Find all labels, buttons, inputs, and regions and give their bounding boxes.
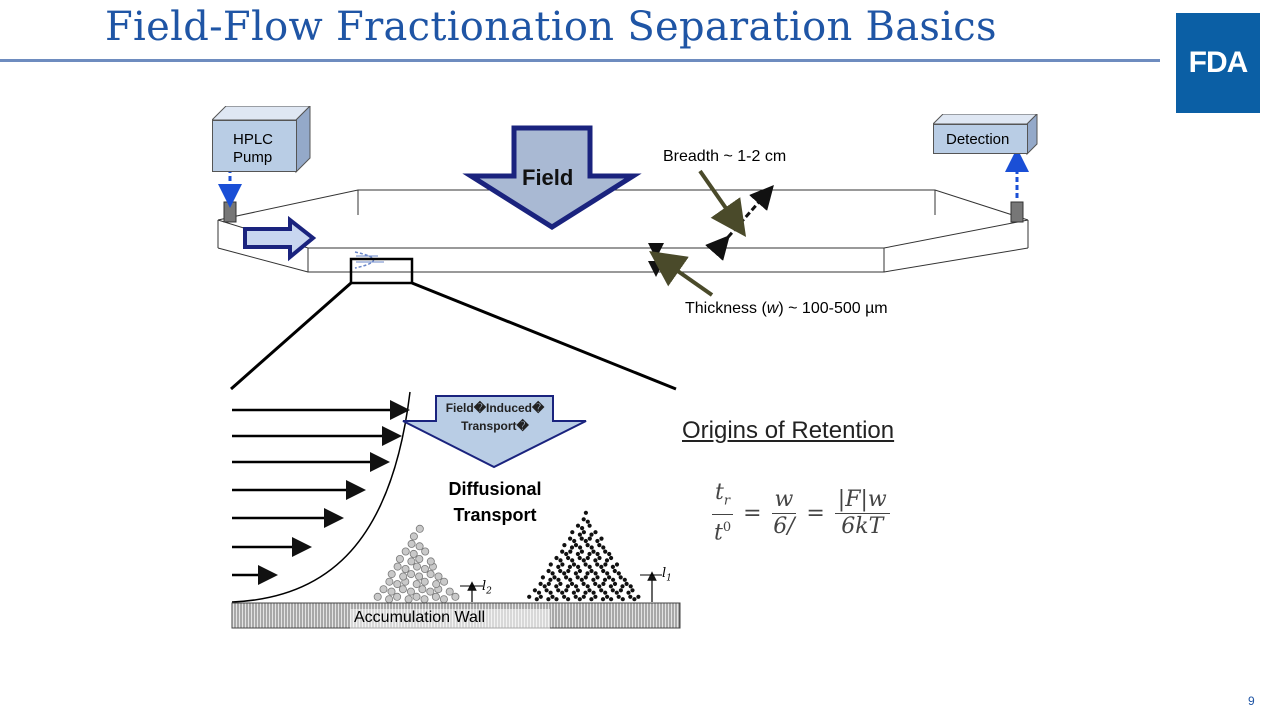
- particle: [593, 582, 597, 586]
- particle: [574, 571, 578, 575]
- particle: [533, 588, 537, 592]
- fraction-tr-t0: [712, 480, 733, 547]
- particle: [566, 556, 570, 560]
- particle: [386, 596, 393, 603]
- particle: [587, 588, 591, 592]
- particle: [619, 588, 623, 592]
- particle: [556, 578, 560, 582]
- particle: [609, 584, 613, 588]
- particle: [564, 552, 568, 556]
- particle: [632, 597, 636, 601]
- particle: [568, 537, 572, 541]
- particle: [594, 571, 598, 575]
- particle: [554, 597, 558, 601]
- detection-box-face: [933, 124, 1028, 154]
- l1-label: [662, 566, 672, 584]
- particle: [589, 597, 593, 601]
- l1-letter: l: [662, 566, 667, 581]
- particle: [636, 595, 640, 599]
- particle: [413, 581, 420, 588]
- particle: [588, 537, 592, 541]
- hplc-pump-label-line2: Pump: [233, 149, 273, 166]
- particle: [601, 582, 605, 586]
- particle: [399, 586, 406, 593]
- particle: [552, 575, 556, 579]
- particle: [619, 575, 623, 579]
- particle: [599, 588, 603, 592]
- field-label: Field: [522, 165, 574, 190]
- particle: [422, 548, 429, 555]
- fraction-fw-6kt-den: 6kT: [841, 513, 884, 539]
- particle: [394, 563, 401, 570]
- particle: [607, 575, 611, 579]
- particle: [603, 591, 607, 595]
- l2-letter: l: [482, 579, 487, 594]
- particle: [419, 586, 426, 593]
- particle: [585, 571, 589, 575]
- particle: [611, 578, 615, 582]
- particle-cloud-large: [374, 525, 459, 603]
- particle: [558, 582, 562, 586]
- particle: [582, 582, 586, 586]
- zoom-line-right: [412, 283, 676, 389]
- t0-superscript: 0: [722, 520, 732, 536]
- particle: [593, 558, 597, 562]
- particle: [599, 537, 603, 541]
- particle: [582, 595, 586, 599]
- particle: [405, 596, 412, 603]
- particle: [566, 597, 570, 601]
- thickness-label: [685, 300, 888, 318]
- particle: [591, 550, 595, 554]
- particle: [578, 545, 582, 549]
- thickness-label-var: w: [766, 300, 779, 317]
- fraction-w-6l: [772, 487, 797, 540]
- particle: [547, 569, 551, 573]
- diffusional-line2: Transport: [453, 505, 537, 525]
- particle: [611, 588, 615, 592]
- thickness-label-pre: Thickness (: [685, 300, 767, 317]
- particle: [566, 569, 570, 573]
- particle: [394, 581, 401, 588]
- particle: [543, 584, 547, 588]
- particle: [576, 575, 580, 579]
- particle: [607, 552, 611, 556]
- particle: [591, 578, 595, 582]
- particle: [629, 584, 633, 588]
- particle: [576, 524, 580, 528]
- particle: [527, 595, 531, 599]
- particle: [560, 591, 564, 595]
- ffff-channel: [218, 190, 1028, 272]
- field-induced-transport-label: [425, 401, 565, 433]
- particle: [556, 565, 560, 569]
- particle: [572, 591, 576, 595]
- particle: [564, 588, 568, 592]
- particle: [396, 555, 403, 562]
- particle: [408, 571, 415, 578]
- particle: [562, 595, 566, 599]
- particle: [539, 582, 543, 586]
- particle: [427, 588, 434, 595]
- particle: [421, 565, 428, 572]
- flow-velocity-arrows: [232, 410, 400, 575]
- particle: [554, 584, 558, 588]
- tr-subscript: r: [723, 493, 731, 509]
- thickness-label-post: ) ~ 100-500 µm: [778, 300, 888, 317]
- fraction-w-6l-num: w: [772, 487, 797, 514]
- fda-logo-text: FDA: [1188, 46, 1248, 79]
- particle: [578, 556, 582, 560]
- l1-subscript: 1: [666, 573, 672, 584]
- particle: [452, 593, 459, 600]
- particle: [407, 588, 414, 595]
- particle: [580, 550, 584, 554]
- particle: [584, 539, 588, 543]
- particle: [441, 578, 448, 585]
- particle: [580, 537, 584, 541]
- particle: [586, 543, 590, 547]
- equals-sign-2: =: [806, 500, 825, 526]
- particle: [615, 591, 619, 595]
- particle: [570, 530, 574, 534]
- particle: [421, 578, 428, 585]
- particle: [596, 552, 600, 556]
- particle: [589, 533, 593, 537]
- particle: [628, 595, 632, 599]
- particle: [583, 591, 587, 595]
- particle: [402, 565, 409, 572]
- particle: [599, 565, 603, 569]
- particle: [603, 562, 607, 566]
- particle: [388, 571, 395, 578]
- particle: [416, 543, 423, 550]
- particle: [593, 530, 597, 534]
- particle: [589, 569, 593, 573]
- hplc-pump-box-face: [212, 120, 297, 172]
- particle: [597, 584, 601, 588]
- particle: [550, 595, 554, 599]
- particle: [609, 556, 613, 560]
- particle: [546, 597, 550, 601]
- particle: [394, 593, 401, 600]
- particle: [408, 540, 415, 547]
- particle: [623, 578, 627, 582]
- l2-label: [482, 579, 492, 597]
- particle: [582, 517, 586, 521]
- particle: [413, 563, 420, 570]
- particle: [584, 575, 588, 579]
- particle: [435, 573, 442, 580]
- particle: [586, 584, 590, 588]
- particle: [554, 556, 558, 560]
- particle: [605, 571, 609, 575]
- particle: [605, 558, 609, 562]
- particle: [574, 543, 578, 547]
- particle: [578, 569, 582, 573]
- zoom-line-left: [231, 283, 351, 389]
- particle: [558, 569, 562, 573]
- diffusional-line1: Diffusional: [448, 479, 542, 499]
- particle: [590, 545, 594, 549]
- particle: [574, 584, 578, 588]
- particle: [570, 582, 574, 586]
- particle: [578, 597, 582, 601]
- particle: [572, 562, 576, 566]
- particle: [584, 562, 588, 566]
- equals-sign-1: =: [743, 500, 762, 526]
- particle: [380, 586, 387, 593]
- particle: [611, 565, 615, 569]
- particle: [588, 565, 592, 569]
- particle: [605, 595, 609, 599]
- particle: [574, 595, 578, 599]
- particle: [595, 539, 599, 543]
- particle: [568, 550, 572, 554]
- particle: [427, 571, 434, 578]
- particle: [374, 593, 381, 600]
- particle: [440, 596, 447, 603]
- particle: [630, 588, 634, 592]
- particle: [613, 569, 617, 573]
- diffusional-transport-label: [425, 476, 565, 528]
- particle: [562, 571, 566, 575]
- particle: [570, 558, 574, 562]
- fraction-fw-6kt-num: |F|w: [835, 487, 890, 514]
- particle: [576, 565, 580, 569]
- particle: [539, 595, 543, 599]
- particle: [548, 578, 552, 582]
- particle: [597, 543, 601, 547]
- particle: [615, 562, 619, 566]
- particle: [570, 545, 574, 549]
- particle: [595, 562, 599, 566]
- particle: [609, 597, 613, 601]
- particle: [568, 565, 572, 569]
- particle: [549, 562, 553, 566]
- particle: [601, 569, 605, 573]
- slide-title: Field-Flow Fractionation Separation Basics: [105, 4, 997, 50]
- particle: [597, 556, 601, 560]
- particle: [410, 550, 417, 557]
- particle: [587, 552, 591, 556]
- particle: [626, 591, 630, 595]
- particle: [613, 582, 617, 586]
- particle: [432, 593, 439, 600]
- particle: [388, 588, 395, 595]
- particle: [576, 588, 580, 592]
- particle: [560, 550, 564, 554]
- particle: [576, 552, 580, 556]
- inlet-port: [224, 202, 236, 222]
- particle: [578, 533, 582, 537]
- particle: [433, 581, 440, 588]
- particle: [566, 584, 570, 588]
- tr-letter: t: [715, 480, 724, 505]
- particle: [446, 588, 453, 595]
- particle: [621, 597, 625, 601]
- fraction-tr-t0-num: [712, 480, 733, 515]
- hplc-pump-label-line1: HPLC: [233, 131, 274, 148]
- l2-subscript: 2: [486, 586, 492, 597]
- particle: [601, 597, 605, 601]
- page-number: 9: [1248, 694, 1255, 708]
- particle: [416, 555, 423, 562]
- particle: [588, 524, 592, 528]
- particle: [413, 593, 420, 600]
- particle: [603, 578, 607, 582]
- accumulation-wall-label: Accumulation Wall: [354, 609, 486, 626]
- particle: [595, 575, 599, 579]
- breadth-label: Breadth ~ 1-2 cm: [663, 148, 787, 165]
- particle: [427, 558, 434, 565]
- particle: [386, 578, 393, 585]
- particle: [560, 562, 564, 566]
- particle: [592, 591, 596, 595]
- particle: [408, 558, 415, 565]
- particle: [545, 588, 549, 592]
- particle: [625, 582, 629, 586]
- t0-letter: t: [713, 520, 723, 546]
- fraction-fw-6kt: [835, 487, 890, 540]
- field-induced-line1: Field�Induced�: [445, 401, 545, 415]
- particle: [580, 578, 584, 582]
- outlet-port: [1011, 202, 1023, 222]
- particle: [410, 533, 417, 540]
- particle: [421, 596, 428, 603]
- particle: [620, 584, 624, 588]
- particle: [568, 578, 572, 582]
- particle: [580, 526, 584, 530]
- particle: [562, 543, 566, 547]
- origins-heading: Origins of Retention: [682, 417, 895, 444]
- particle: [537, 591, 541, 595]
- particle: [584, 511, 588, 515]
- particle: [601, 545, 605, 549]
- fraction-w-6l-den: 6/: [773, 513, 795, 539]
- particle: [549, 591, 553, 595]
- particle: [556, 588, 560, 592]
- particle: [593, 595, 597, 599]
- field-induced-line2: Transport�: [461, 419, 529, 433]
- particle: [551, 571, 555, 575]
- particle: [416, 525, 423, 532]
- particle: [558, 558, 562, 562]
- particle: [400, 573, 407, 580]
- fraction-tr-t0-den: [714, 515, 731, 546]
- particle: [617, 595, 621, 599]
- particle: [603, 550, 607, 554]
- particle: [586, 556, 590, 560]
- particle: [582, 530, 586, 534]
- particle: [586, 520, 590, 524]
- particle: [402, 548, 409, 555]
- particle: [541, 575, 545, 579]
- particle: [582, 558, 586, 562]
- detection-label: Detection: [946, 131, 1010, 148]
- particle: [535, 597, 539, 601]
- particle: [617, 571, 621, 575]
- flow-velocity-profile: [232, 392, 410, 602]
- particle: [547, 582, 551, 586]
- particle: [416, 573, 423, 580]
- particle: [572, 539, 576, 543]
- particle: [564, 575, 568, 579]
- retention-formula: [712, 480, 890, 547]
